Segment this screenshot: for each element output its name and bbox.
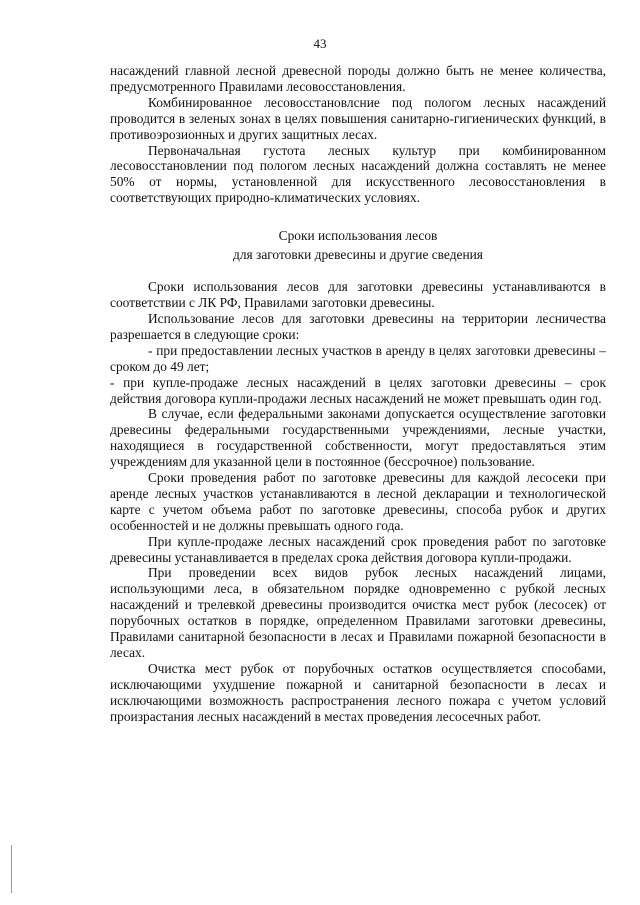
paragraph: При проведении всех видов рубок лесных насаждений лицами, использующими леса, в обязательном порядке одновременно с рубкой лесных насаждений и трелевкой древесины производится очистка мест рубок (лесосек) от порубочных остатков в порядке, определенном Правилами заготовки древесины, Правилами санитарной безопасности в лесах и Правилами пожарной безопасности в лесах.	[110, 565, 606, 660]
scan-edge-mark	[11, 845, 12, 893]
list-item: - при купле-продаже лесных насаждений в целях заготовки древесины – срок действия договора купли-продажи лесных насаждений не может превышать один год.	[110, 374, 606, 406]
paragraph: При купле-продаже лесных насаждений срок проведения работ по заготовке древесины устанавливается в пределах срока действия договора купли-продажи.	[110, 533, 606, 565]
section-heading-line: Сроки использования лесов	[278, 228, 438, 244]
paragraph: Комбинированное лесовосстановлсние под пологом лесных насаждений проводится в зеленых зонах в целях повышения санитарно-гигиенических функций, в противоэрозионных и других защитных лесах.	[110, 94, 606, 142]
paragraph: В случае, если федеральными законами допускается осуществление заготовки древесины федеральными государственными учреждениями, лесные участки, находящиеся в государственной собственности, могут предоставляться этим учреждениям для указанной цели в постоянное (бессрочное) пользование.	[110, 406, 606, 470]
paragraph: насаждений главной лесной древесной породы должно быть не менее количества, предусмотренного Правилами лесовосстановления.	[110, 63, 606, 94]
list-item: - при предоставлении лесных участков в аренду в целях заготовки древесины – сроком до 49 лет;	[110, 342, 606, 374]
paragraph: Сроки использования лесов для заготовки древесины устанавливаются в соответствии с ЛК РФ, Правилами заготовки древесины.	[110, 279, 606, 311]
page-number: 43	[313, 36, 327, 51]
paragraph: Первоначальная густота лесных культур при комбинированном лесовосстановлении под пологом лесных насаждений должна составлять не менее 50% от нормы, установленной для искусственного лесовосстановления в соответствующих природно-климатических условиях.	[110, 142, 606, 206]
paragraph: Использование лесов для заготовки древесины на территории лесничества разрешается в следующие сроки:	[110, 310, 606, 342]
paragraph: Сроки проведения работ по заготовке древесины для каждой лесосеки при аренде лесных участков устанавливаются в лесной декларации и технологической карте с учетом объема работ по заготовке древесины, способа рубок и других особенностей и не должны превышать одного года.	[110, 470, 606, 533]
document-body	[110, 63, 606, 725]
section-heading-line: для заготовки древесины и другие сведения	[233, 247, 483, 263]
section-heading	[110, 226, 606, 264]
paragraph: Очистка мест рубок от порубочных остатков осуществляется способами, исключающими ухудшение пожарной и санитарной безопасности в лесах и исключающими возможность распространения лесного пожара с учетом условий произрастания лесных насаждений в местах проведения лесосечных работ.	[110, 660, 606, 724]
